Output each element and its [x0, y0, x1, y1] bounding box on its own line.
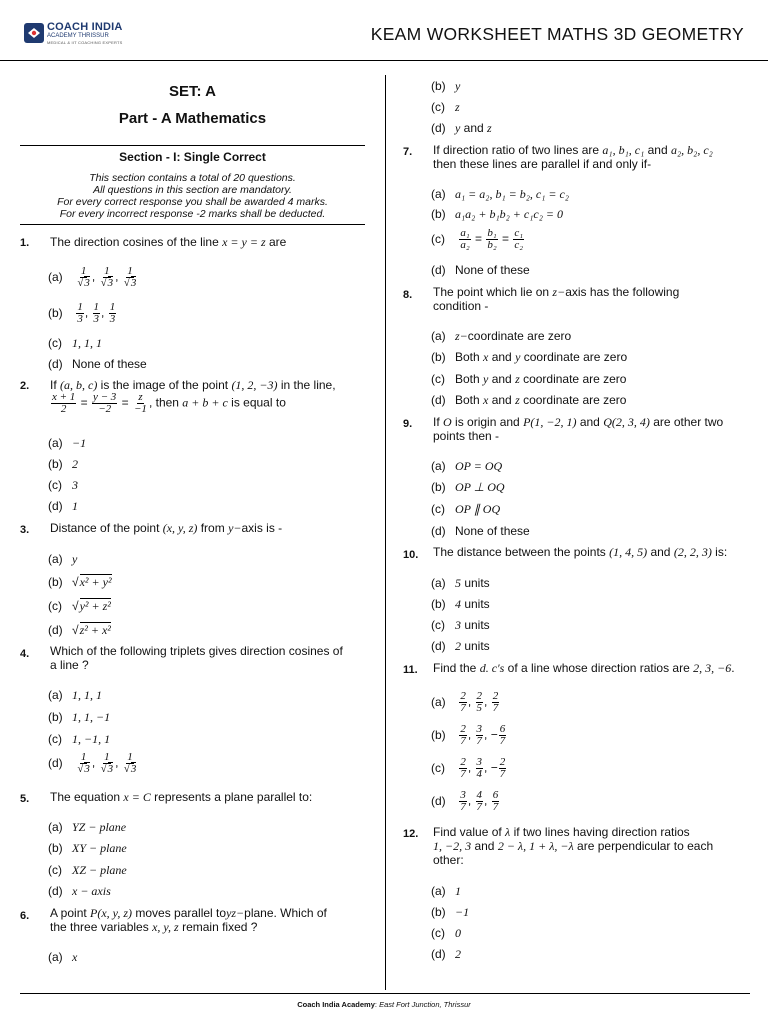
- section-bottom-rule: [20, 224, 365, 225]
- question-number: 10.: [403, 549, 419, 561]
- option-a[interactable]: (a) 5 units: [431, 576, 490, 590]
- option-d[interactable]: (d) y and z: [431, 121, 492, 135]
- column-divider: [385, 75, 386, 990]
- option-d[interactable]: (d) 2: [431, 947, 461, 961]
- instruction-line: For every correct response you shall be awarded 4 marks.: [57, 196, 328, 208]
- option-b[interactable]: (b) −1: [431, 905, 470, 919]
- instruction-line: All questions in this section are mandatory.: [93, 184, 292, 196]
- option-c[interactable]: (c) Both y and z coordinate are zero: [431, 372, 627, 386]
- option-b[interactable]: (b) $\frac{2}{7}$ , $\frac{3}{7}$ , − $\frac{6}{7}$: [431, 723, 506, 747]
- logo-line2: ACADEMY THRISSUR: [47, 33, 109, 39]
- question-text-line3: other:: [433, 853, 464, 867]
- question-text: The equation x = C represents a plane parallel to:: [50, 790, 313, 804]
- option-b[interactable]: (b) 2: [48, 457, 78, 471]
- option-a[interactable]: (a) $\frac{1}{√3}$ , $\frac{1}{√3}$ , $\frac{1}{√3}$: [48, 265, 137, 289]
- option-d[interactable]: (d) $\frac{3}{7}$ , $\frac{4}{7}$ , $\frac{6}{7}$: [431, 789, 499, 813]
- instruction-line: This section contains a total of 20 questions.: [89, 172, 296, 184]
- option-d[interactable]: (d) 2 units: [431, 639, 490, 653]
- option-c[interactable]: (c) √y² + z²: [48, 599, 111, 613]
- option-a[interactable]: (a) −1: [48, 436, 87, 450]
- option-a[interactable]: (a) x: [48, 950, 78, 964]
- instruction-line: For every incorrect response -2 marks shall be deducted.: [59, 208, 326, 220]
- logo-mark-icon: [24, 23, 44, 43]
- option-d[interactable]: (d) √z² + x²: [48, 623, 111, 637]
- option-d[interactable]: (d) None of these: [431, 524, 530, 538]
- question-text-line2: the three variables x, y, z remain fixed ?: [50, 920, 258, 934]
- option-a[interactable]: (a) a₁ = a₂, b₁ = b₂, c₁ = c₂: [431, 187, 569, 201]
- header-divider: [0, 60, 768, 61]
- option-a[interactable]: (a) YZ − plane: [48, 820, 127, 834]
- option-d[interactable]: (d) 1: [48, 499, 78, 513]
- question-text-line2: points then -: [433, 429, 500, 443]
- option-c[interactable]: (c) 1, 1, 1: [48, 336, 102, 350]
- option-b[interactable]: (b) 4 units: [431, 597, 490, 611]
- question-number: 5.: [20, 793, 30, 805]
- question-text: The direction cosines of the line x = y = z are: [50, 235, 287, 249]
- question-text: Find value of λ if two lines having direction ratios: [433, 825, 690, 839]
- option-b[interactable]: (b) OP ⊥ OQ: [431, 480, 505, 494]
- option-b[interactable]: (b) a₁a₂ + b₁b₂ + c₁c₂ = 0: [431, 207, 563, 221]
- part-title: Part - A Mathematics: [118, 110, 267, 127]
- question-text: Which of the following triplets gives direction cosines of: [50, 644, 343, 658]
- question-number: 6.: [20, 910, 30, 922]
- question-text: The point which lie on z−axis has the following: [433, 285, 680, 299]
- question-text-line2: 1, −2, 3 and 2 − λ, 1 + λ, −λ are perpendicular to each: [433, 839, 714, 853]
- option-c[interactable]: (c) 3 units: [431, 618, 490, 632]
- page-header: [0, 0, 768, 54]
- option-c[interactable]: (c) XZ − plane: [48, 863, 127, 877]
- question-text: A point P(x, y, z) moves parallel toyz−plane. Which of: [50, 906, 327, 920]
- option-a[interactable]: (a) z−coordinate are zero: [431, 329, 572, 343]
- question-number: 4.: [20, 648, 30, 660]
- coach-india-logo: [24, 21, 124, 47]
- footer-address: East Fort Junction, Thrissur: [379, 1000, 471, 1009]
- question-text-line2: a line ?: [50, 658, 89, 672]
- option-a[interactable]: (a) 1: [431, 884, 461, 898]
- footer-org: Coach India Academy: [297, 1000, 375, 1009]
- option-c[interactable]: (c) $\frac{2}{7}$ , $\frac{3}{4}$ , − $\frac{2}{7}$: [431, 756, 506, 780]
- option-c[interactable]: (c) 3: [48, 478, 78, 492]
- option-b[interactable]: (b) Both x and y coordinate are zero: [431, 350, 628, 364]
- option-b[interactable]: (b) XY − plane: [48, 841, 127, 855]
- question-text: If O is origin and P(1, −2, 1) and Q(2, 3, 4) are other two: [433, 415, 724, 429]
- option-b[interactable]: (b) y: [431, 79, 461, 93]
- question-text-line2: $\frac{x + 1}{2}$ = $\frac{y - 3}{-2}$ = $\frac{z}{-1}$ , then a + b + c is equal to: [52, 391, 286, 415]
- option-c[interactable]: (c) 0: [431, 926, 461, 940]
- option-a[interactable]: (a) y: [48, 552, 78, 566]
- question-number: 9.: [403, 418, 413, 430]
- section-instructions: [20, 172, 365, 220]
- option-c[interactable]: (c) OP ∥ OQ: [431, 502, 501, 516]
- option-b[interactable]: (b) 1, 1, −1: [48, 710, 111, 724]
- footer-divider: [20, 993, 750, 994]
- question-text-line2: then these lines are parallel if and only if-: [433, 157, 652, 171]
- question-text: Distance of the point (x, y, z) from y−axis is -: [50, 521, 283, 535]
- question-text: Find the d. c′s of a line whose direction ratios are 2, 3, −6.: [433, 661, 735, 675]
- question-number: 3.: [20, 524, 30, 536]
- document-title: KEAM WORKSHEET MATHS 3D GEOMETRY: [370, 24, 744, 44]
- option-b[interactable]: (b) √x² + y²: [48, 575, 112, 589]
- option-d[interactable]: (d) x − axis: [48, 884, 111, 898]
- option-c[interactable]: (c) $\frac{\text{a₁}}{\text{a₂}}$ = $\frac{\text{b₁}}{\text{b₂}}$ = $\frac{\text{c₁}}{\text{c₂}}$: [431, 227, 524, 251]
- option-d[interactable]: (d) None of these: [431, 263, 530, 277]
- option-a[interactable]: (a) 1, 1, 1: [48, 688, 102, 702]
- option-a[interactable]: (a) $\frac{2}{7}$ , $\frac{2}{5}$ , $\frac{2}{7}$: [431, 690, 499, 714]
- question-number: 1.: [20, 237, 30, 249]
- option-a[interactable]: (a) OP = OQ: [431, 459, 503, 473]
- option-c[interactable]: (c) 1, −1, 1: [48, 732, 111, 746]
- section-title: Section - I: Single Correct: [119, 150, 266, 164]
- set-title: SET: A: [169, 83, 216, 100]
- page-footer: Coach India Academy: East Fort Junction, Thrissur: [297, 1000, 471, 1009]
- question-text: If direction ratio of two lines are a₁, b₁, c₁ and a₂, b₂, c₂: [433, 143, 713, 157]
- option-d[interactable]: (d) $\frac{1}{√3}$ , $\frac{1}{√3}$ , $\frac{1}{√3}$: [48, 751, 137, 775]
- logo-line1: COACH INDIA: [47, 21, 123, 33]
- question-text: If (a, b, c) is the image of the point (1, 2, −3) in the line,: [50, 378, 336, 392]
- question-text: The distance between the points (1, 4, 5) and (2, 2, 3) is:: [433, 545, 728, 559]
- question-number: 8.: [403, 289, 413, 301]
- logo-line3: MEDICAL & IIT COACHING EXPERTS: [47, 40, 123, 45]
- section-top-rule: [20, 145, 365, 146]
- question-number: 2.: [20, 380, 30, 392]
- question-number: 12.: [403, 828, 419, 840]
- option-d[interactable]: (d) Both x and z coordinate are zero: [431, 393, 627, 407]
- question-text-line2: condition -: [433, 299, 489, 313]
- option-c[interactable]: (c) z: [431, 100, 460, 114]
- question-number: 7.: [403, 146, 413, 158]
- option-d[interactable]: (d) None of these: [48, 357, 147, 371]
- question-number: 11.: [403, 664, 418, 676]
- option-b[interactable]: (b) $\frac{1}{3}$ , $\frac{1}{3}$ , $\frac{1}{3}$: [48, 301, 116, 325]
